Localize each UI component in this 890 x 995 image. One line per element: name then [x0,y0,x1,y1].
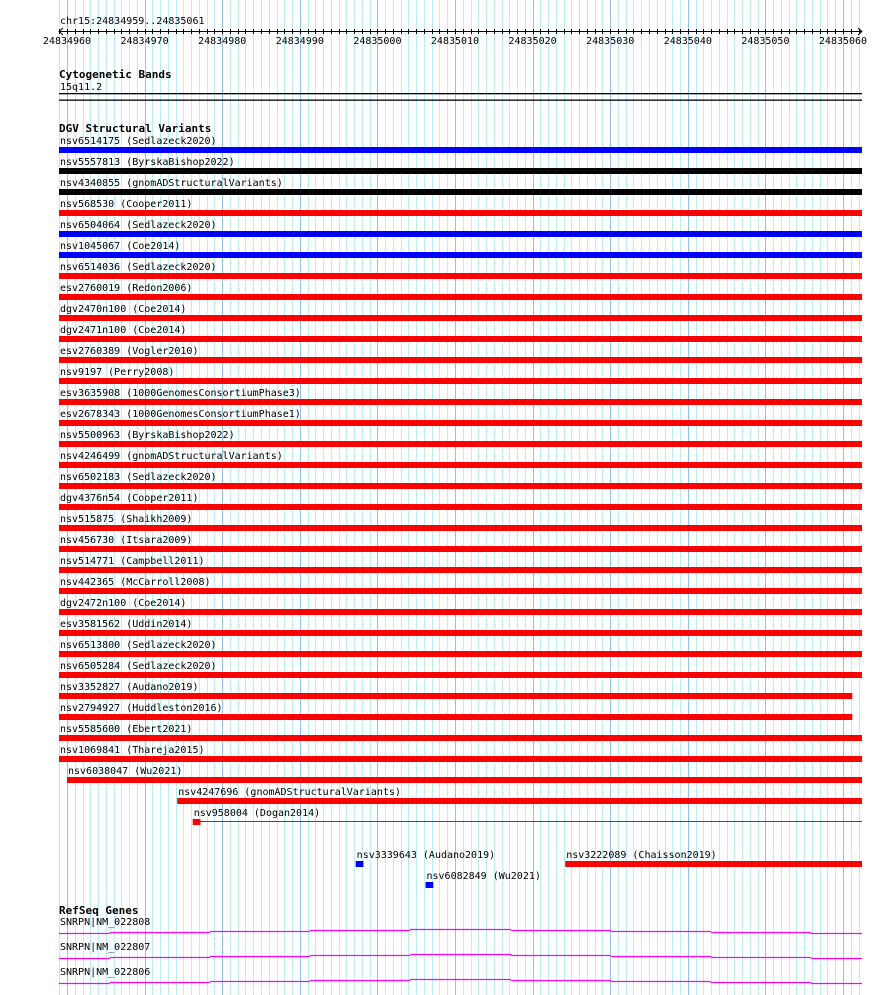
dgv-feature-label: nsv3222089 (Chaisson2019) [566,850,717,861]
dgv-feature-label: nsv568530 (Cooper2011) [60,199,193,210]
dgv-feature-bar[interactable] [59,525,862,531]
dgv-feature[interactable] [59,325,862,342]
dgv-feature-bar[interactable] [59,189,862,195]
dgv-feature-label: esv2760019 (Redon2006) [60,283,193,294]
dgv-feature[interactable] [59,430,862,447]
dgv-feature-bar[interactable] [59,546,862,552]
dgv-feature[interactable] [59,178,862,195]
dgv-feature-bar[interactable] [59,630,862,636]
dgv-feature-label: dgv4376n54 (Cooper2011) [60,493,199,504]
dgv-feature-label: dgv2472n100 (Coe2014) [60,598,187,609]
refseq-track [59,904,862,984]
dgv-feature-label: dgv2471n100 (Coe2014) [60,325,187,336]
gene-model[interactable] [59,955,862,959]
dgv-feature[interactable] [59,661,862,678]
ruler-tick-label: 24835050 [741,36,790,47]
gene-label: SNRPN|NM_022806 [60,967,151,978]
dgv-feature-bar[interactable] [59,735,862,741]
dgv-feature-label: nsv4246499 (gnomADStructuralVariants) [60,451,283,462]
dgv-feature-bar[interactable] [59,420,862,426]
dgv-feature-label: nsv456730 (Itsara2009) [60,535,193,546]
dgv-feature[interactable] [59,157,862,174]
dgv-feature-label: esv2678343 (1000GenomesConsortiumPhase1) [60,409,301,420]
cytoband-line-top [59,93,862,94]
dgv-feature-label: nsv5557813 (ByrskaBishop2022) [60,157,235,168]
dgv-feature-bar[interactable] [59,651,862,657]
ruler-tick-label: 24835020 [508,36,557,47]
dgv-feature[interactable] [59,577,862,594]
dgv-feature-label: dgv2470n100 (Coe2014) [60,304,187,315]
dgv-feature-bar[interactable] [565,861,862,867]
dgv-feature[interactable] [59,367,862,384]
dgv-feature[interactable] [59,409,862,426]
dgv-feature[interactable] [59,598,862,615]
dgv-feature[interactable] [59,346,862,363]
ruler-tick-label: 24835030 [586,36,635,47]
dgv-feature-label: nsv1069841 (Thareja2015) [60,745,205,756]
dgv-track-title: DGV Structural Variants [59,122,212,135]
dgv-feature[interactable] [59,136,862,153]
dgv-feature-label: nsv3352827 (Audano2019) [60,682,199,693]
ruler-tick-label: 24835010 [430,36,480,47]
dgv-feature[interactable] [59,724,862,741]
dgv-feature-bar[interactable] [59,714,852,720]
gene-feature[interactable] [59,942,862,959]
ruler-tick-label: 24834990 [275,36,324,47]
dgv-feature-label: nsv514771 (Campbell2011) [60,556,205,567]
dgv-feature-bar[interactable] [59,672,862,678]
dgv-feature-label: nsv6514175 (Sedlazeck2020) [60,136,217,147]
dgv-feature-bar[interactable] [59,441,862,447]
dgv-feature-bar[interactable] [59,336,862,342]
ruler-tick-label: 24835060 [818,36,868,47]
dgv-feature-bar[interactable] [177,798,862,804]
dgv-feature[interactable] [59,619,862,636]
dgv-feature-bar[interactable] [59,462,862,468]
dgv-feature-label: nsv6502183 (Sedlazeck2020) [60,472,217,483]
dgv-feature-bar[interactable] [59,756,862,762]
dgv-feature-label: nsv442365 (McCarroll2008) [60,577,211,588]
gene-model[interactable] [59,930,862,934]
dgv-track [59,122,862,888]
dgv-feature-label: nsv6514036 (Sedlazeck2020) [60,262,217,273]
dgv-feature[interactable] [59,535,862,552]
dgv-feature[interactable] [59,241,862,258]
dgv-feature[interactable] [59,304,862,321]
dgv-feature-label: esv3635908 (1000GenomesConsortiumPhase3) [60,388,301,399]
dgv-feature-bar[interactable] [59,273,862,279]
cytoband-track-title: Cytogenetic Bands [59,68,172,81]
dgv-feature-bar[interactable] [356,861,364,867]
dgv-feature-bar[interactable] [59,567,862,573]
dgv-feature-label: nsv9197 (Perry2008) [60,367,175,378]
gene-label: SNRPN|NM_022807 [60,942,151,953]
dgv-feature[interactable] [59,640,862,657]
dgv-feature[interactable] [426,871,541,888]
dgv-feature-label: esv2760389 (Vogler2010) [60,346,199,357]
dgv-feature[interactable] [59,514,862,531]
dgv-feature[interactable] [59,283,862,300]
ruler-tick-label: 24834960 [42,36,92,47]
dgv-feature[interactable] [59,493,862,510]
dgv-feature-label: nsv5585600 (Ebert2021) [60,724,193,735]
dgv-feature-label: esv3581562 (Uddin2014) [60,619,193,630]
dgv-feature[interactable] [59,199,862,216]
dgv-feature-label: nsv6504064 (Sedlazeck2020) [60,220,217,231]
ruler-tick-label: 24835000 [353,36,402,47]
dgv-feature-label: nsv5500963 (ByrskaBishop2022) [60,430,235,441]
ruler-tick-label: 24834980 [198,36,247,47]
dgv-feature-label: nsv515875 (Shaikh2009) [60,514,193,525]
dgv-feature[interactable] [59,745,862,762]
dgv-feature-bar[interactable] [59,357,862,363]
dgv-feature[interactable] [59,556,862,573]
ruler-tick-label: 24834970 [120,36,169,47]
gene-model[interactable] [59,980,862,984]
gene-feature[interactable] [59,917,862,934]
dgv-feature-bar[interactable] [426,882,434,888]
dgv-feature-label: nsv2794927 (Huddleston2016) [60,703,223,714]
dgv-feature-label: nsv4247696 (gnomADStructuralVariants) [178,787,401,798]
ruler-tick-label: 24835040 [663,36,712,47]
dgv-feature-label: nsv6038047 (Wu2021) [68,766,183,777]
dgv-feature[interactable] [177,787,862,804]
cytoband-label: 15q11.2 [60,82,103,93]
dgv-feature-label: nsv6082849 (Wu2021) [426,871,541,882]
dgv-feature-bar[interactable] [59,483,862,489]
dgv-feature-label: nsv958004 (Dogan2014) [193,808,321,819]
dgv-feature-label: nsv6513800 (Sedlazeck2020) [60,640,217,651]
location-label: chr15:24834959..24835061 [60,16,205,27]
dgv-feature[interactable] [565,850,862,867]
dgv-feature[interactable] [59,472,862,489]
dgv-feature-bar[interactable] [67,777,862,783]
dgv-feature-bar[interactable] [59,588,862,594]
dgv-feature-bar[interactable] [193,819,201,825]
dgv-feature[interactable] [356,850,495,867]
dgv-feature[interactable] [59,262,862,279]
dgv-feature[interactable] [193,808,862,825]
dgv-feature-bar[interactable] [59,252,862,258]
refseq-track-title: RefSeq Genes [59,904,139,917]
dgv-feature-bar[interactable] [59,315,862,321]
dgv-feature-bar[interactable] [59,504,862,510]
gene-feature[interactable] [59,967,862,984]
dgv-feature-bar[interactable] [59,210,862,216]
dgv-feature[interactable] [59,451,862,468]
gene-label: SNRPN|NM_022808 [60,917,151,928]
dgv-feature-bar[interactable] [59,378,862,384]
dgv-feature-bar[interactable] [59,147,862,153]
dgv-feature-bar[interactable] [59,294,862,300]
dgv-feature-bar[interactable] [59,399,862,405]
dgv-feature[interactable] [59,388,862,405]
dgv-feature-bar[interactable] [59,609,862,615]
dgv-feature-bar[interactable] [59,231,862,237]
dgv-feature-label: nsv6505284 (Sedlazeck2020) [60,661,217,672]
dgv-feature-bar[interactable] [59,693,852,699]
cytoband-track [59,68,862,101]
cytoband-line-bottom [59,100,862,101]
dgv-feature-label: nsv3339643 (Audano2019) [356,850,496,861]
dgv-feature-bar[interactable] [59,168,862,174]
dgv-feature[interactable] [59,220,862,237]
dgv-feature-label: nsv4340855 (gnomADStructuralVariants) [60,178,283,189]
dgv-feature-label: nsv1045067 (Coe2014) [60,241,181,252]
